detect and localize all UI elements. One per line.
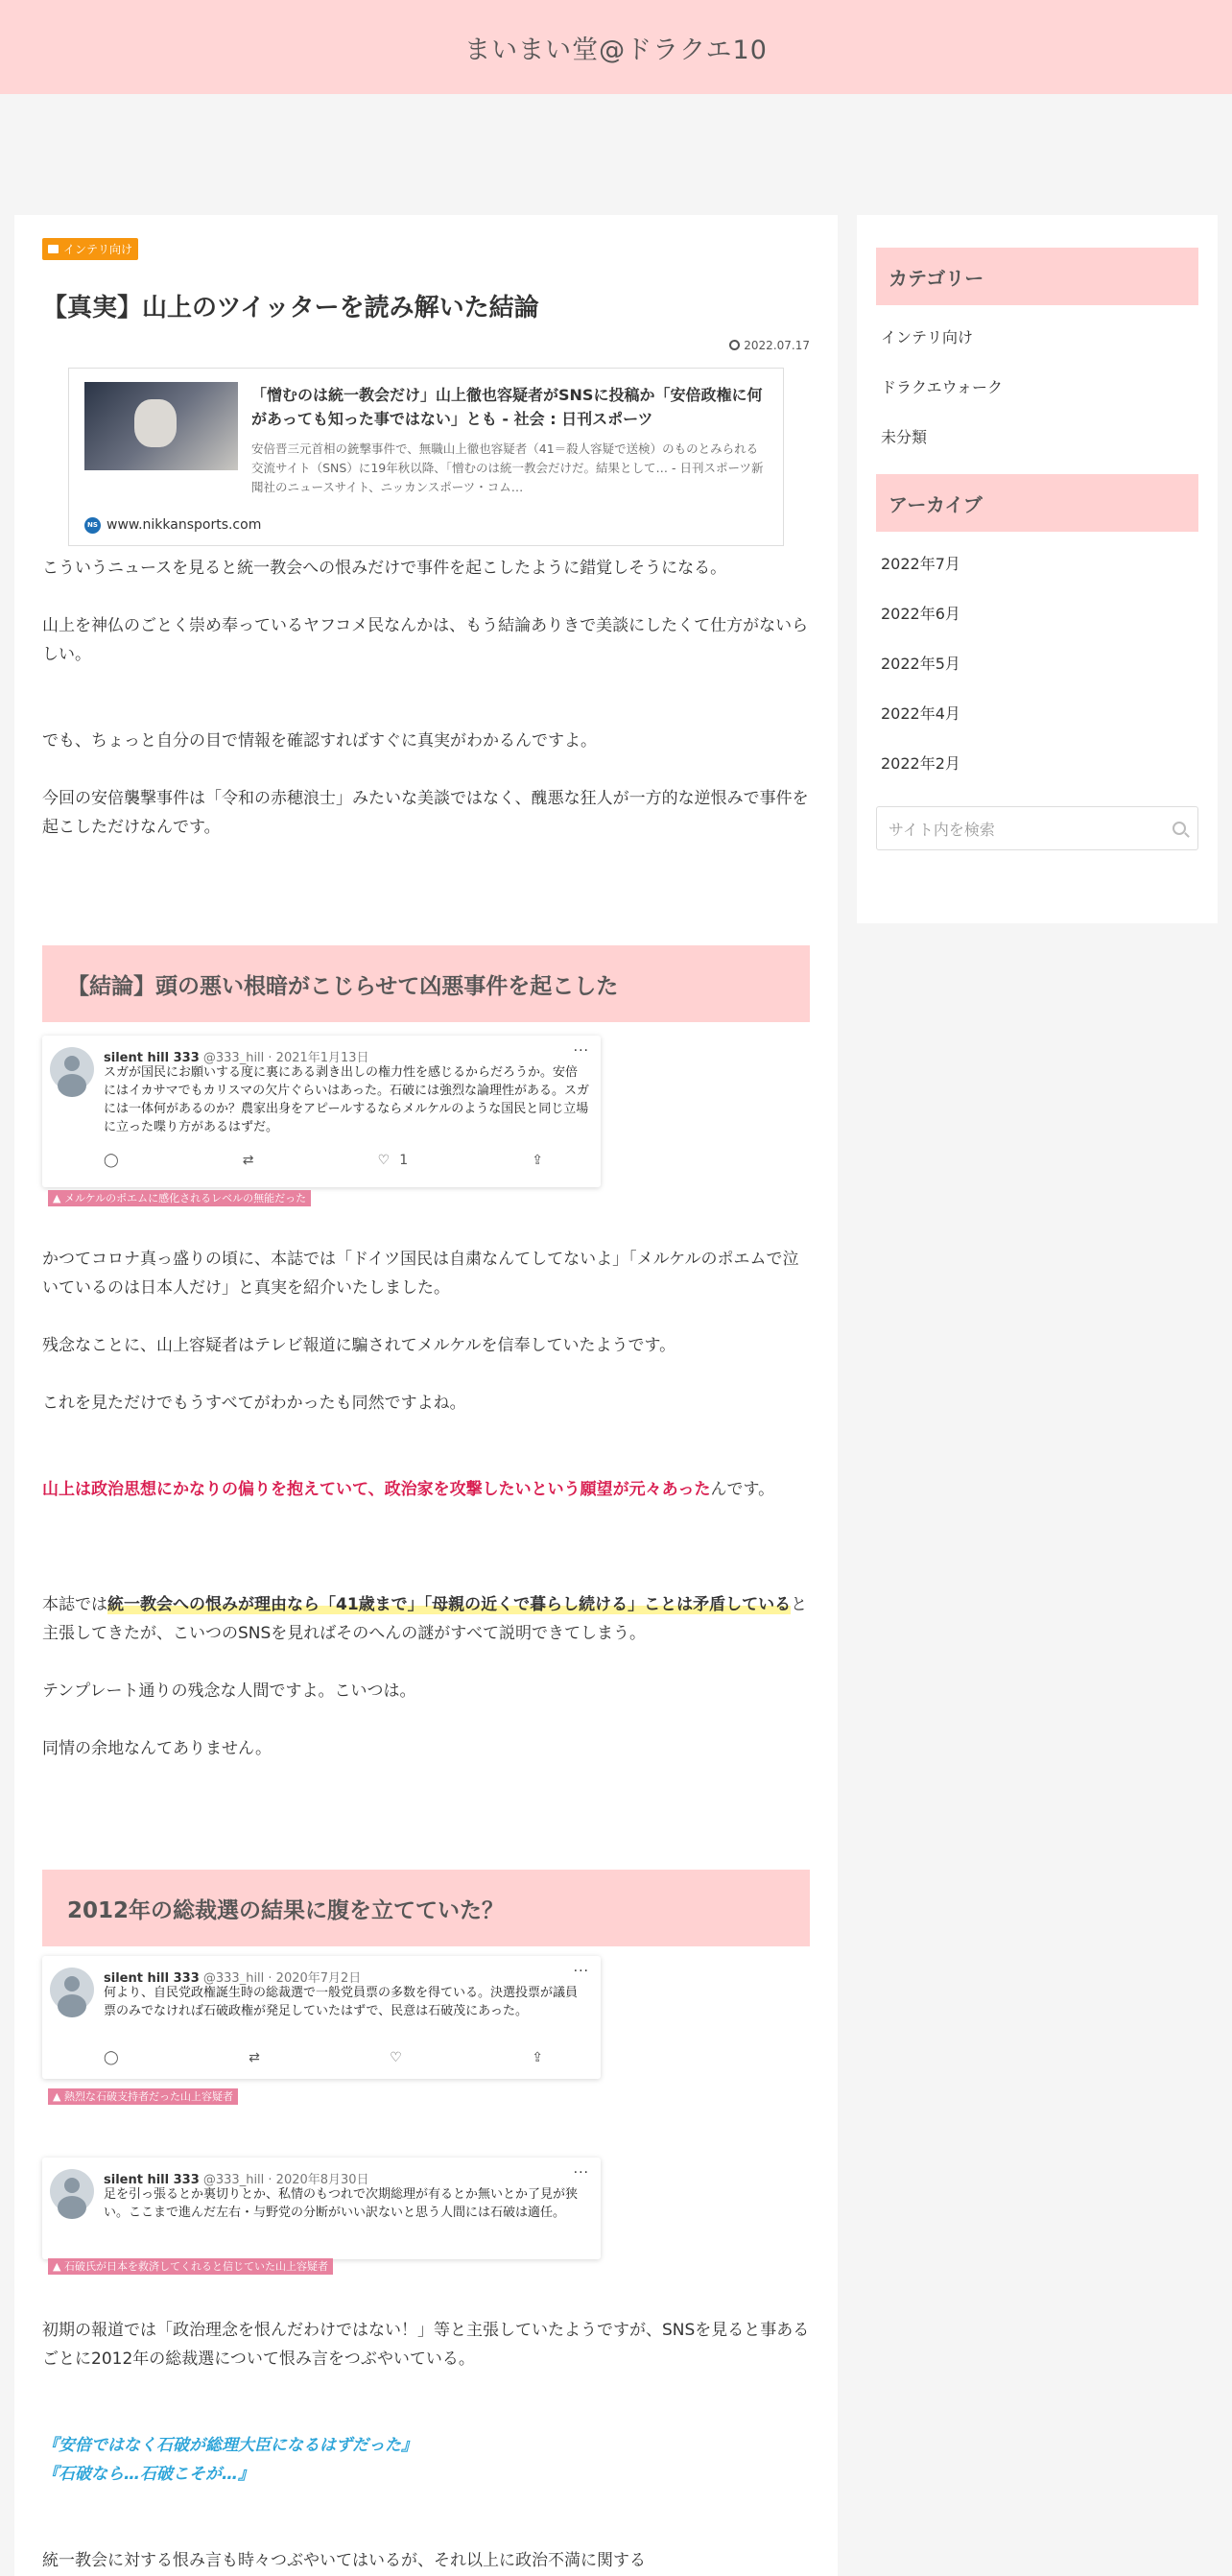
article-body bbox=[14, 215, 838, 2570]
paragraph: テンプレート通りの残念な人間ですよ。こいつは。 bbox=[42, 1682, 416, 1701]
paragraph: でも、ちょっと自分の目で情報を確認すればすぐに真実がわかるんですよ。 bbox=[42, 731, 597, 751]
archive-list bbox=[876, 537, 1198, 787]
avatar bbox=[50, 1968, 94, 2012]
image-caption: ▲ 石破氏が日本を救済してくれると信じていた山上容疑者 bbox=[48, 2258, 333, 2275]
sidebar-item-archive[interactable]: 2022年7月 bbox=[881, 554, 960, 573]
sidebar-item-category[interactable]: 未分類 bbox=[881, 427, 928, 446]
card-snippet: 安倍晋三元首相の銃撃事件で、無職山上徹也容疑者（41＝殺人容疑で送検）のものとみられる交流サイト（SNS）に19年秋以降、「憎むのは統一教会だけだ。結果として… - 日刊スポーツ新聞社のニュースサイト、ニッカンスポーツ・コム… bbox=[251, 441, 764, 494]
tweet-text: 足を引っ張るとか裏切りとか、私情のもつれで次期総理が有るとか無いとか了見が狭い。ここまで進んだ左右・与野党の分断がいい訳ないと思う人間には石破は適任。 bbox=[104, 2187, 579, 2220]
embedded-tweet[interactable] bbox=[42, 1036, 601, 1187]
emphasis-text: 山上は政治思想にかなりの偏りを抱えていて、政治家を攻撃したいという願望が元々あった bbox=[42, 1480, 711, 1499]
like-button[interactable] bbox=[378, 1153, 408, 1168]
site-header bbox=[0, 0, 1232, 94]
like-count: 1 bbox=[399, 1153, 409, 1168]
paragraph: 山上を神仏のごとく崇め奉っているヤフコメ民なんかは、もう結論ありきで美談にしたくて仕方がないらしい。 bbox=[42, 616, 809, 664]
retweet-icon[interactable]: ⇄ bbox=[242, 1153, 254, 1168]
archive-heading: アーカイブ bbox=[876, 474, 1198, 532]
heart-icon[interactable]: ♡ bbox=[390, 2050, 402, 2065]
site-favicon-icon: NS bbox=[84, 517, 101, 534]
tweet-text: 何より、自民党政権誕生時の総裁選で一般党員票の多数を得ている。決選投票が議員票のみでなければ石破政権が発足していたはずで、民意は石破茂にあった。 bbox=[104, 1986, 579, 2018]
search-input[interactable] bbox=[876, 806, 1198, 850]
sidebar-item-category[interactable]: インテリ向け bbox=[881, 327, 974, 346]
retweet-icon[interactable]: ⇄ bbox=[249, 2050, 260, 2065]
search-placeholder: サイト内を検索 bbox=[888, 820, 995, 839]
paragraph-tail: んです。 bbox=[710, 1480, 775, 1499]
more-icon[interactable]: ··· bbox=[573, 2165, 589, 2181]
paragraph: 初期の報道では「政治理念を恨んだわけではない！」等と主張していたようですが、SNSを見ると事あるごとに2012年の総裁選について恨み言をつぶやいている。 bbox=[42, 2321, 810, 2369]
paragraph: 統一教会に対する恨み言も時々つぶやいてはいるが、それ以上に政治不満に関する bbox=[42, 2551, 646, 2570]
paragraph bbox=[42, 1476, 810, 1505]
sidebar-item-category[interactable]: ドラクエウォーク bbox=[881, 377, 1004, 396]
paragraph: 今回の安倍襲撃事件は「令和の赤穂浪士」みたいな美談ではなく、醜悪な狂人が一方的な逆恨みで事件を起こしただけなんです。 bbox=[42, 789, 809, 837]
tweet-name: silent hill 333 bbox=[104, 1971, 200, 1986]
category-label: インテリ向け bbox=[63, 243, 133, 256]
paragraph: 残念なことに、山上容疑者はテレビ報道に騙されてメルケルを信奉していたようです。 bbox=[42, 1336, 676, 1355]
quote-line bbox=[42, 2461, 810, 2490]
quote-text: 『安倍ではなく石破が総理大臣になるはずだった』 bbox=[42, 2436, 417, 2455]
search-icon[interactable] bbox=[1173, 822, 1186, 835]
heart-icon: ♡ bbox=[377, 1153, 391, 1168]
image-caption: ▲ メルケルのポエムに感化されるレベルの無能だった bbox=[48, 1190, 311, 1206]
more-icon[interactable]: ··· bbox=[573, 1964, 589, 1979]
paragraph bbox=[42, 1591, 810, 1649]
section-heading: 2012年の総裁選の結果に腹を立てていた？ bbox=[42, 1870, 810, 1946]
paragraph: かつてコロナ真っ盛りの頃に、本誌では「ドイツ国民は自粛なんてしてないよ」「メルケルのポエムで泣いているのは日本人だけ」と真実を紹介いたしました。 bbox=[42, 1250, 799, 1298]
tweet-author bbox=[104, 1968, 361, 1986]
sidebar bbox=[857, 215, 1218, 923]
embedded-tweet[interactable] bbox=[42, 2158, 601, 2259]
tweet-author bbox=[104, 2169, 369, 2187]
tweet-actions bbox=[104, 1153, 543, 1168]
reply-icon[interactable]: ◯ bbox=[104, 1153, 119, 1168]
tweet-handle: @333_hill · 2020年8月30日 bbox=[202, 2173, 369, 2187]
more-icon[interactable]: ··· bbox=[573, 1043, 589, 1059]
post-title: 【真実】山上のツイッターを読み解いた結論 bbox=[42, 294, 539, 322]
avatar bbox=[50, 1047, 94, 1091]
post-date-text: 2022.07.17 bbox=[744, 338, 810, 352]
embedded-tweet[interactable] bbox=[42, 1956, 601, 2079]
paragraph-tail: と主張してきたが、こいつのSNSを見ればそのへんの謎がすべて説明できてしまう。 bbox=[42, 1595, 808, 1643]
highlight-text: 統一教会への恨みが理由なら「41歳まで」「母親の近くで暮らし続ける」ことは矛盾している bbox=[107, 1595, 792, 1614]
image-caption: ▲ 熱烈な石破支持者だった山上容疑者 bbox=[48, 2088, 238, 2105]
sidebar-item-archive[interactable]: 2022年4月 bbox=[881, 704, 960, 723]
categories-heading: カテゴリー bbox=[876, 248, 1198, 305]
share-icon[interactable]: ⇪ bbox=[532, 2050, 543, 2065]
share-icon[interactable]: ⇪ bbox=[532, 1153, 543, 1168]
sidebar-item-archive[interactable]: 2022年6月 bbox=[881, 604, 960, 623]
sidebar-item-archive[interactable]: 2022年2月 bbox=[881, 753, 960, 773]
tweet-author bbox=[104, 1047, 369, 1065]
card-title: 「憎むのは統一教会だけ」山上徹也容疑者がSNSに投稿か「安倍政権に何があっても知った事ではない」とも - 社会 : 日刊スポーツ bbox=[251, 385, 763, 428]
tweet-text: スガが国民にお願いする度に裏にある剥き出しの権力性を感じるからだろうか。安倍にはイカサマでもカリスマの欠片ぐらいはあった。石破には強烈な論理性がある。スガには一体何があるのか？農家出身をアピールするならメルケルのような国民と同じ立場に立った喋り方があるはずだ。 bbox=[104, 1065, 589, 1134]
reply-icon[interactable]: ◯ bbox=[104, 2050, 119, 2065]
quote-text: 『石破なら…石破こそが…』 bbox=[42, 2465, 254, 2484]
tweet-handle: @333_hill · 2021年1月13日 bbox=[202, 1051, 369, 1065]
paragraph: 同情の余地なんてありません。 bbox=[42, 1739, 272, 1758]
tweet-name: silent hill 333 bbox=[104, 1051, 200, 1065]
tweet-actions bbox=[104, 2050, 543, 2065]
site-title[interactable]: まいまい堂@ドラクエ10 bbox=[464, 35, 768, 65]
sidebar-item-archive[interactable]: 2022年5月 bbox=[881, 654, 960, 673]
quote-line bbox=[42, 2432, 810, 2461]
tweet-name: silent hill 333 bbox=[104, 2173, 200, 2187]
paragraph: これを見ただけでもうすべてがわかったも同然ですよね。 bbox=[42, 1394, 466, 1413]
paragraph: こういうニュースを見ると統一教会への恨みだけで事件を起こしたように錯覚しそうになる。 bbox=[42, 559, 727, 578]
avatar bbox=[50, 2169, 94, 2213]
paragraph-head: 本誌では bbox=[42, 1595, 107, 1614]
section-heading: 【結論】頭の悪い根暗がこじらせて凶悪事件を起こした bbox=[42, 945, 810, 1022]
tweet-handle: @333_hill · 2020年7月2日 bbox=[202, 1971, 362, 1986]
category-list bbox=[876, 311, 1198, 461]
card-site-domain: www.nikkansports.com bbox=[107, 517, 262, 534]
